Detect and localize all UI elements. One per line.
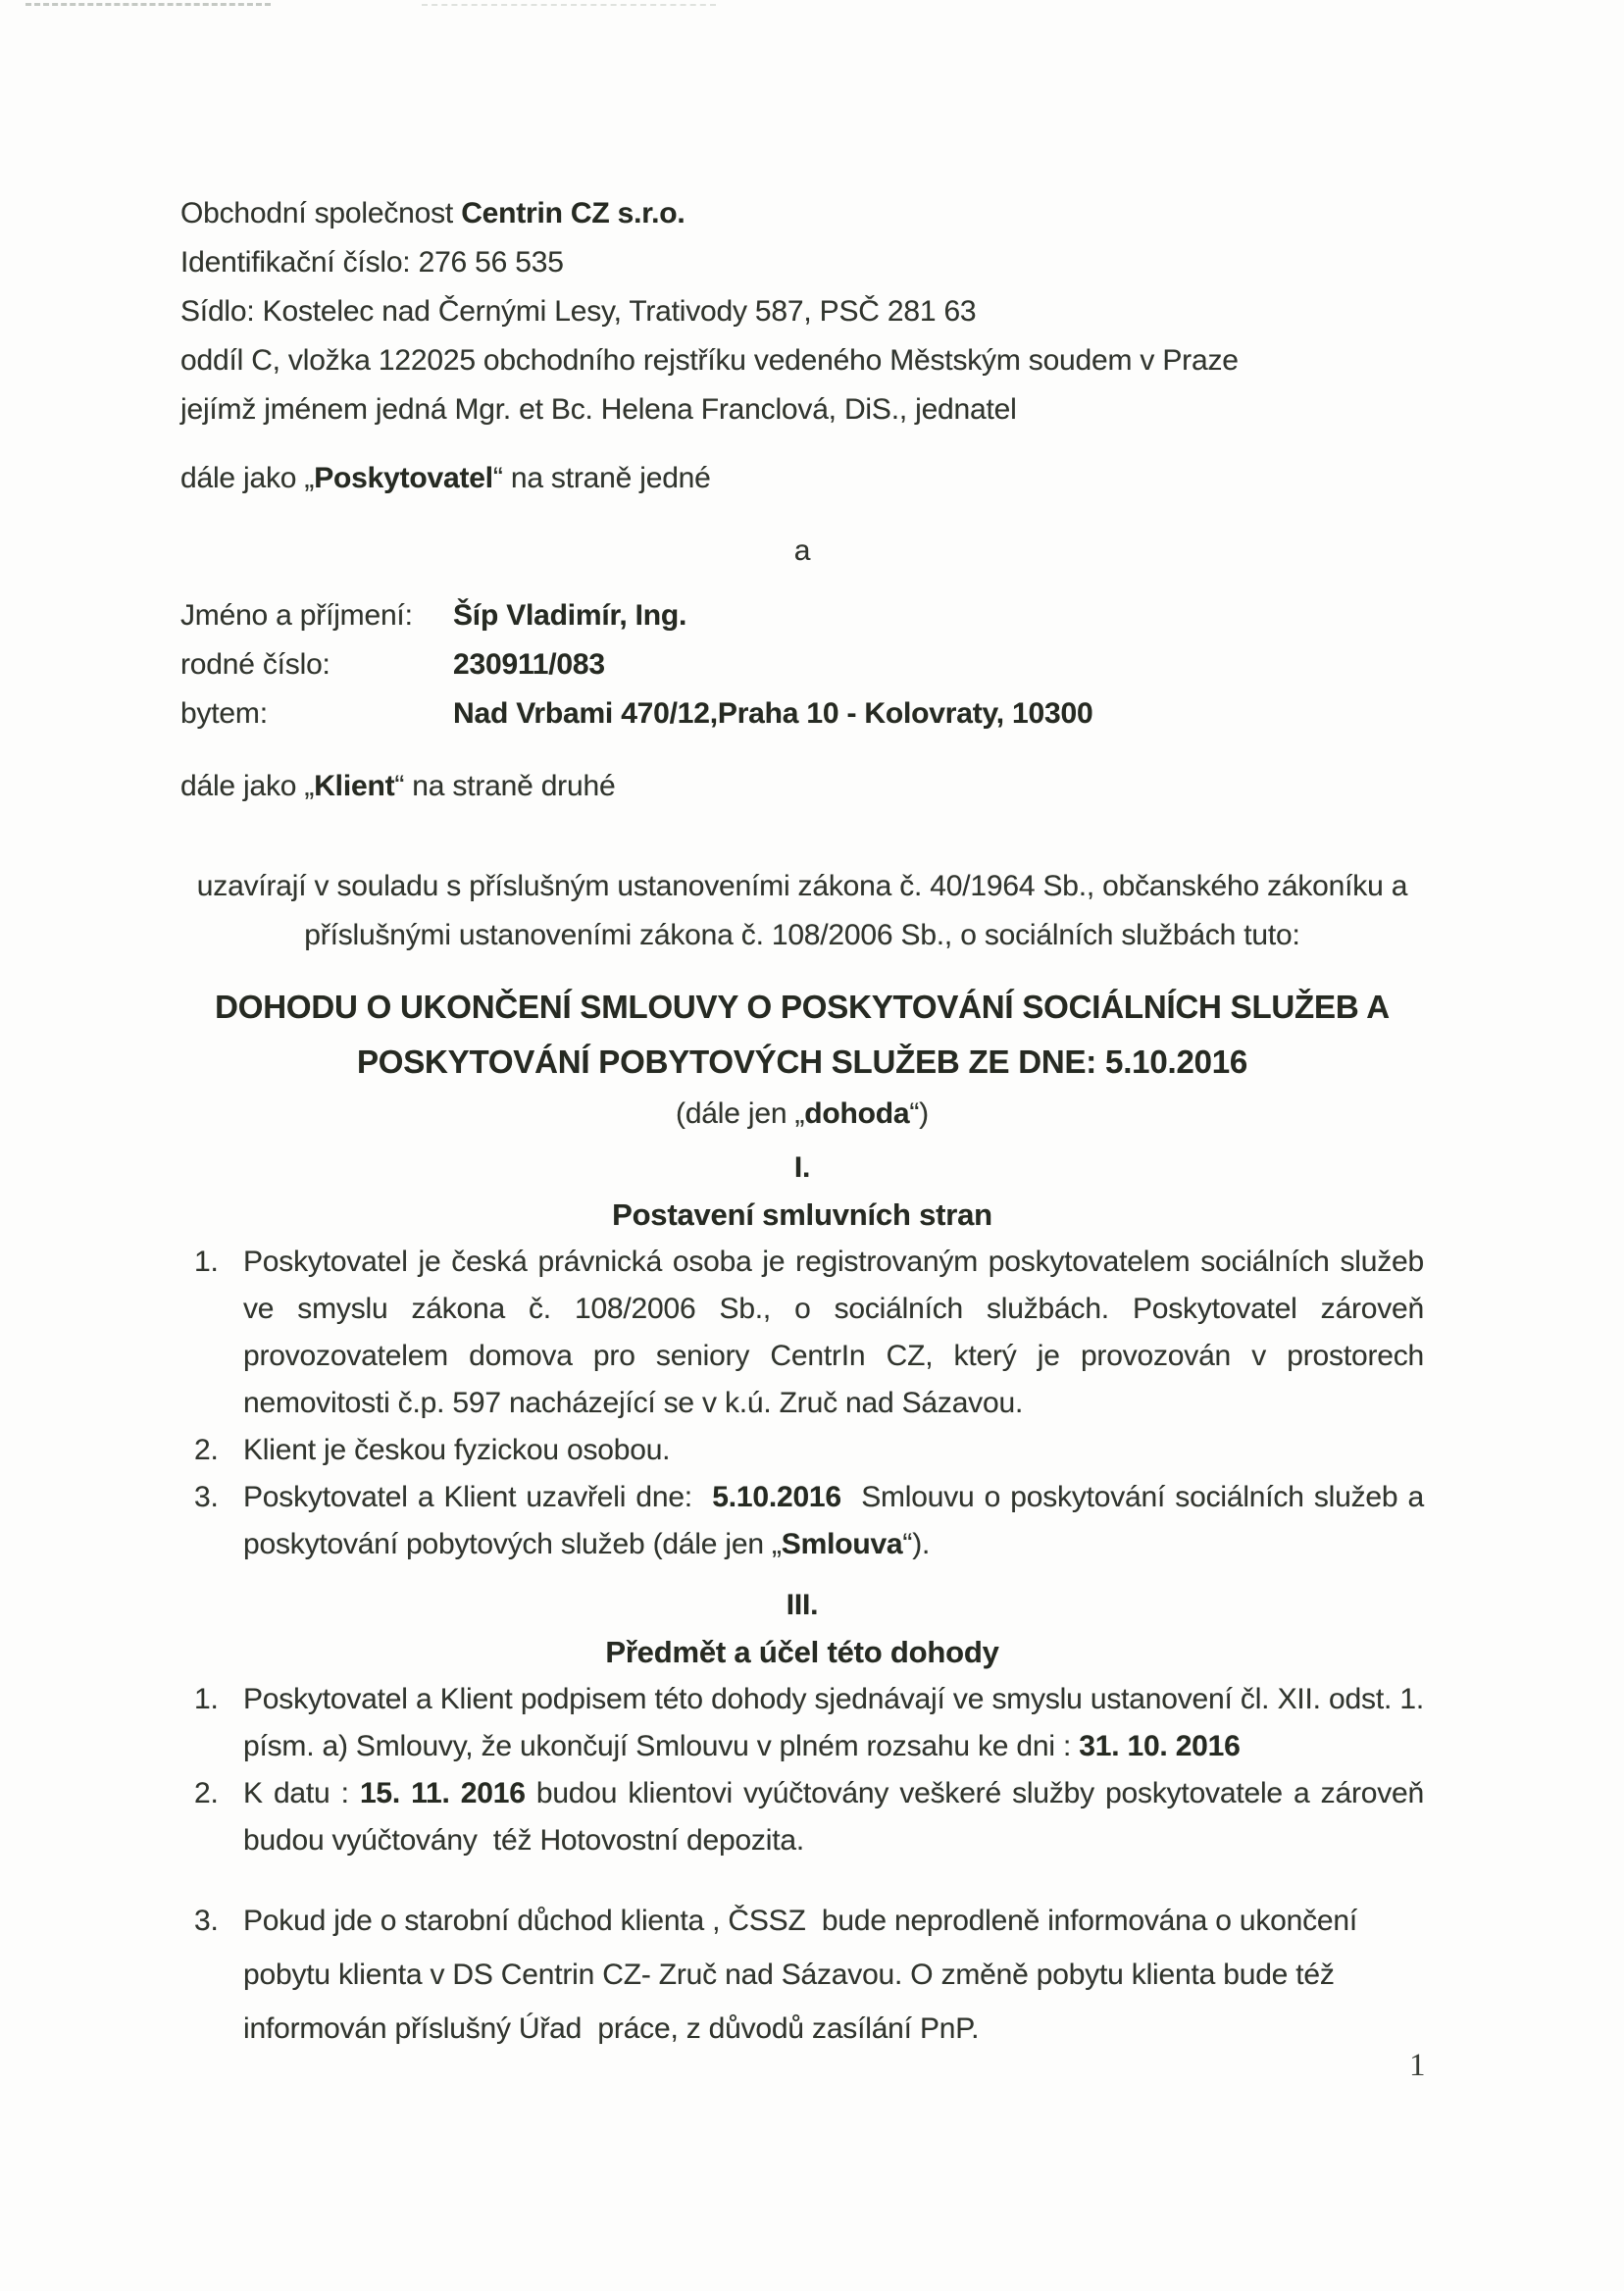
item-text: Pokud jde o starobní důchod klienta , ČSSZ bude neprodleně informována o ukončení pobytu klienta v DS Centrin CZ- Zruč nad Sázavou. O změně pobytu klienta bude též informován příslušný Úřad práce, z důvodů zasílání PnP. bbox=[243, 1905, 1366, 2045]
item-number: 2. bbox=[194, 1777, 219, 1809]
section-3-item-3 bbox=[180, 1894, 1424, 2056]
section-3-item-2 bbox=[180, 1770, 1433, 1864]
section-1-numeral: I. bbox=[793, 1151, 811, 1184]
item-number: 1. bbox=[194, 1683, 219, 1715]
provider-representative-line: jejímž jménem jedná Mgr. et Bc. Helena Franclová, DiS., jednatel bbox=[180, 393, 1017, 426]
agreement-subtitle: (dále jen „dohoda“) bbox=[676, 1097, 929, 1130]
client-birth-number-value: 230911/083 bbox=[453, 648, 605, 681]
item-text: Poskytovatel a Klient uzavřeli dne: 5.10.2016 Smlouvu o poskytování sociálních služeb a poskytování pobytových služeb (dále jen „Smlouva“). bbox=[243, 1481, 1433, 1560]
document-content bbox=[180, 189, 1433, 2056]
section-1 bbox=[180, 1145, 1433, 1568]
section-3-heading: Předmět a účel této dohody bbox=[605, 1635, 999, 1669]
client-name-value: Šíp Vladimír, Ing. bbox=[453, 599, 687, 632]
page-number: 1 bbox=[1409, 2048, 1426, 2083]
item-number: 3. bbox=[194, 1905, 219, 1937]
client-name-row bbox=[180, 591, 1424, 640]
provider-id-number-line: Identifikační číslo: 276 56 535 bbox=[180, 246, 564, 279]
client-address-row bbox=[180, 689, 1424, 738]
section-3-numeral: III. bbox=[786, 1589, 819, 1621]
section-1-item-2 bbox=[180, 1427, 1424, 1474]
item-text: Poskytovatel je česká právnická osoba je registrovaným poskytovatelem sociálních služeb ve smyslu zákona č. 108/2006 Sb., o sociálních službách. Poskytovatel zároveň provozovatelem domova pro seniory CentrIn CZ, který je provozován v prostorech nemovitosti č.p. 597 nacházející se v k.ú. Zruč nad Sázavou. bbox=[243, 1246, 1433, 1419]
section-1-heading: Postavení smluvních stran bbox=[612, 1197, 992, 1232]
item-text: Klient je českou fyzickou osobou. bbox=[243, 1434, 671, 1466]
scan-artifact-dashed-line bbox=[422, 4, 716, 6]
agreement-title: DOHODU O UKONČENÍ SMLOUVY O POSKYTOVÁNÍ SOCIÁLNÍCH SLUŽEB A POSKYTOVÁNÍ POBYTOVÝCH SLUŽEB ZE DNE: 5.10.2016 bbox=[215, 989, 1390, 1080]
provider-registry-line: oddíl C, vložka 122025 obchodního rejstříku vedeného Městským soudem v Praze bbox=[180, 344, 1239, 377]
provider-identification-block bbox=[180, 189, 1424, 434]
section-1-items bbox=[180, 1239, 1433, 1568]
client-identification-block bbox=[180, 591, 1424, 738]
section-1-item-3 bbox=[180, 1474, 1433, 1568]
item-text: K datu : 15. 11. 2016 budou klientovi vyúčtovány veškeré služby poskytovatele a zároveň budou vyúčtovány též Hotovostní depozita. bbox=[243, 1777, 1433, 1857]
item-number: 2. bbox=[194, 1434, 219, 1466]
parties-separator: a bbox=[793, 535, 811, 567]
client-birth-number-row bbox=[180, 640, 1424, 689]
client-alias-line: dále jako „Klient“ na straně druhé bbox=[180, 770, 616, 802]
provider-company-line: Obchodní společnost Centrin CZ s.r.o. bbox=[180, 197, 685, 229]
client-address-value: Nad Vrbami 470/12,Praha 10 - Kolovraty, 10300 bbox=[453, 697, 1093, 730]
provider-address-line: Sídlo: Kostelec nad Černými Lesy, Trativody 587, PSČ 281 63 bbox=[180, 295, 977, 328]
client-address-label: bytem: bbox=[180, 697, 268, 730]
section-3-items bbox=[180, 1676, 1433, 2056]
client-name-label: Jméno a příjmení: bbox=[180, 599, 413, 632]
item-number: 1. bbox=[194, 1246, 219, 1278]
client-birth-number-label: rodné číslo: bbox=[180, 648, 330, 681]
scan-artifact-dashed-line bbox=[25, 3, 271, 6]
section-1-item-1 bbox=[180, 1239, 1433, 1427]
preamble-paragraph: uzavírají v souladu s příslušným ustanoveními zákona č. 40/1964 Sb., občanského zákoníku a příslušnými ustanoveními zákona č. 108/2006 Sb., o sociálních službách tuto: bbox=[196, 870, 1408, 951]
provider-alias-line: dále jako „Poskytovatel“ na straně jedné bbox=[180, 462, 711, 494]
section-3-item-1 bbox=[180, 1676, 1433, 1770]
item-number: 3. bbox=[194, 1481, 219, 1513]
section-3 bbox=[180, 1582, 1433, 2056]
item-text: Poskytovatel a Klient podpisem této dohody sjednávají ve smyslu ustanovení čl. XII. odst. 1. písm. a) Smlouvy, že ukončují Smlouvu v plném rozsahu ke dni : 31. 10. 2016 bbox=[243, 1683, 1433, 1762]
